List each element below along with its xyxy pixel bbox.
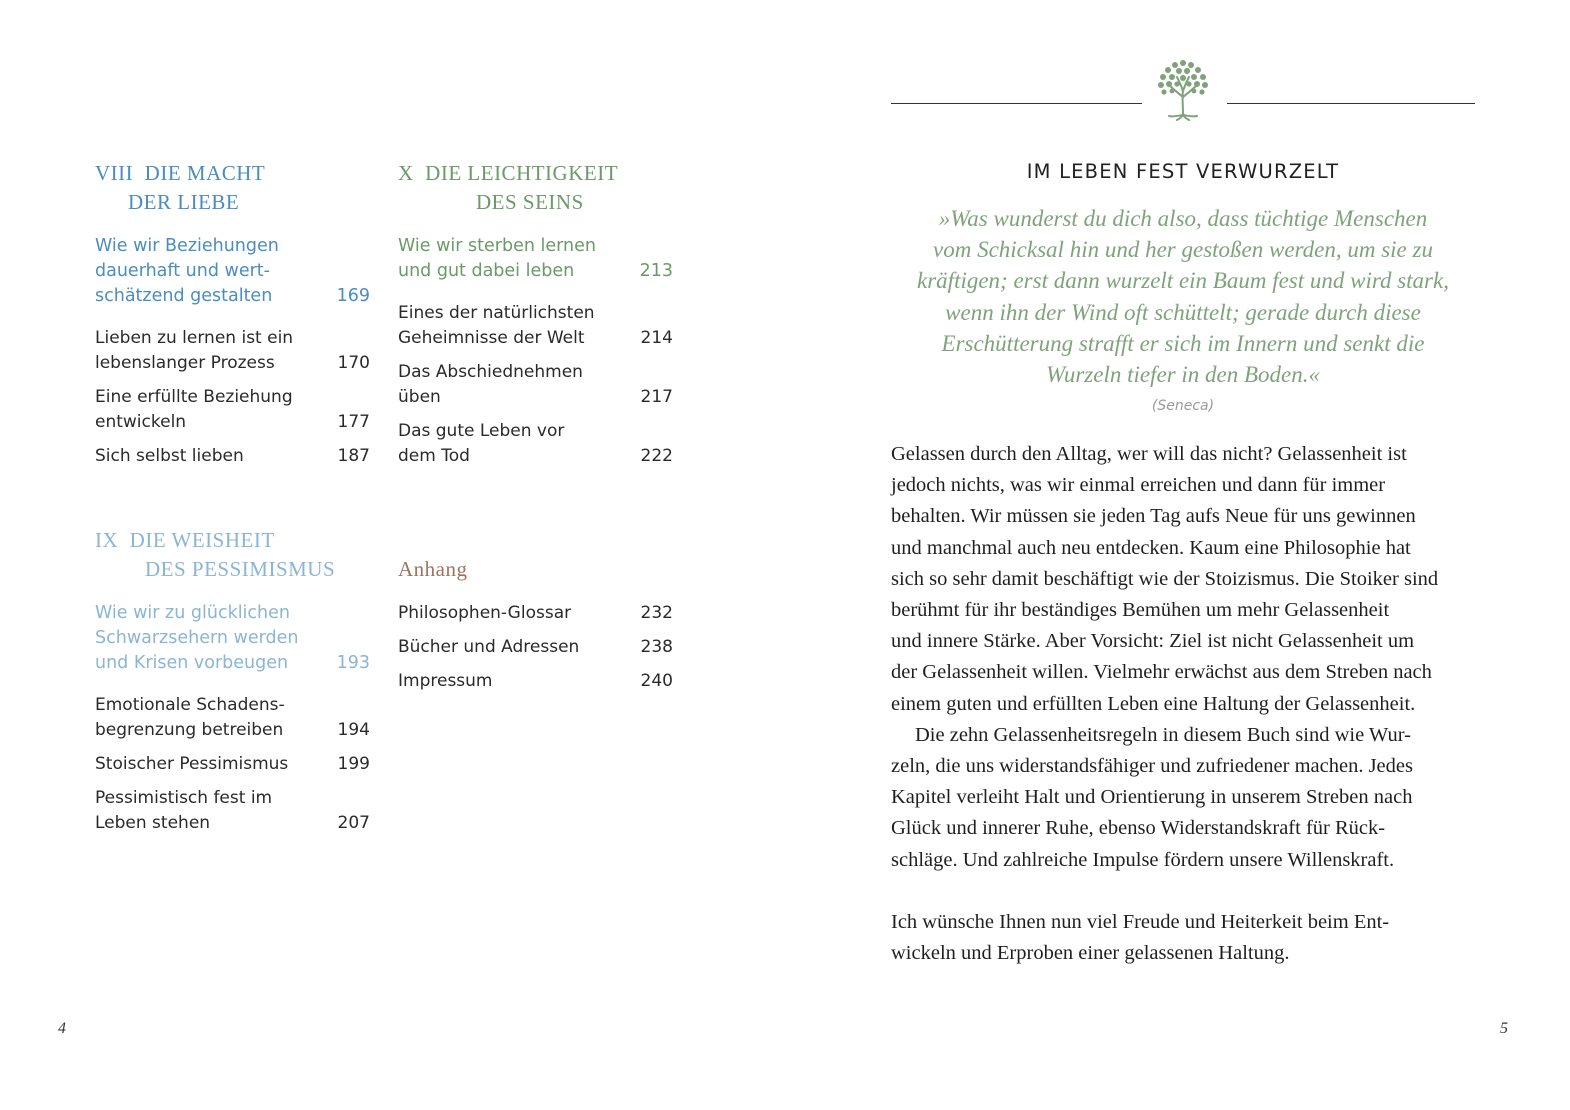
toc-entry[interactable] (95, 385, 370, 435)
body-line: behalten. Wir müssen sie jeden Tag aufs Neue für uns gewinnen (891, 505, 1416, 528)
toc-lead-entry[interactable] (398, 234, 673, 284)
body-line: Die zehn Gelassenheitsregeln in diesem Buch sind wie Wur- (915, 723, 1411, 746)
toc-entry-text: Das Abschiednehmen üben (398, 362, 583, 407)
toc-page-number: 232 (640, 603, 673, 623)
toc-entry-text: Emotionale Schadens-begrenzung betreiben (95, 695, 285, 740)
toc-lead-text: Wie wir Beziehungen dauerhaft und wert-schätzend gestalten (95, 236, 279, 306)
toc-page-number: 199 (337, 754, 370, 774)
toc-entry[interactable] (398, 419, 673, 469)
toc-page-number: 238 (640, 637, 673, 657)
toc-lead-text: Wie wir zu glücklichen Schwarzsehern werden und Krisen vorbeugen (95, 603, 299, 673)
toc-entry[interactable] (95, 326, 370, 376)
toc-entry[interactable] (398, 601, 673, 626)
quote-line: »Was wunderst du dich also, dass tüchtige Menschen (938, 206, 1428, 231)
quote-attribution: (Seneca) (1151, 398, 1215, 414)
quote-line: vom Schicksal hin und her gestoßen werden, um sie zu (933, 237, 1433, 263)
divider-right (1227, 103, 1475, 104)
chapter-title (398, 159, 673, 217)
toc-entry[interactable] (398, 301, 673, 351)
toc-page-number: 217 (640, 387, 673, 407)
toc-entry-text: Bücher und Adressen (398, 637, 580, 657)
body-line: Glück und innerer Ruhe, ebenso Widerstandskraft für Rück- (891, 817, 1386, 840)
divider-left (891, 103, 1142, 104)
toc-entry-text: Lieben zu lernen ist ein lebenslanger Prozess (95, 328, 294, 373)
toc-section-viii (95, 159, 370, 469)
chapter-numeral: VIII (95, 161, 134, 185)
toc-page-number: 177 (337, 412, 370, 432)
page-number-left: 4 (58, 1020, 66, 1037)
toc-page-number: 240 (640, 671, 673, 691)
body-line: einem guten und erfüllten Leben eine Haltung der Gelassenheit. (891, 692, 1416, 715)
body-line: zeln, die uns widerstandsfähiger und zufriedener machen. Jedes (891, 755, 1413, 778)
body-line: wickeln und Erproben einer gelassenen Haltung. (891, 942, 1290, 965)
toc-entry[interactable] (398, 669, 673, 694)
toc-page-number: 169 (336, 286, 370, 306)
toc-page-number: 187 (337, 446, 370, 466)
appendix-title: Anhang (398, 557, 468, 581)
toc-entry[interactable] (398, 360, 673, 410)
body-line: und manchmal auch neu entdecken. Kaum eine Philosophie hat (891, 536, 1411, 559)
body-line: berühmt für ihr beständiges Bemühen um mehr Gelassenheit (891, 599, 1390, 622)
chapter-title-line1: DIE LEICHTIGKEIT (425, 161, 619, 185)
body-line: der Gelassenheit willen. Vielmehr erwächst aus dem Streben nach (891, 661, 1432, 684)
chapter-numeral: IX (95, 528, 119, 552)
toc-entry-text: Eines der natürlichsten Geheimnisse der Welt (398, 303, 595, 348)
page-title: IM LEBEN FEST VERWURZELT (1026, 160, 1340, 183)
chapter-title-line1: DIE MACHT (144, 161, 266, 185)
toc-section-x (398, 159, 673, 469)
chapter-title (95, 159, 370, 217)
body-line: Ich wünsche Ihnen nun viel Freude und Heiterkeit beim Ent- (891, 911, 1390, 934)
body-line: jedoch nichts, was wir einmal erreichen und dann für immer (891, 474, 1386, 497)
toc-entry[interactable] (95, 786, 370, 836)
toc-lead-text: Wie wir sterben lernen und gut dabei leben (398, 236, 596, 281)
tree-icon (1153, 55, 1213, 121)
toc-entry[interactable] (398, 635, 673, 660)
quote-line: wenn ihn der Wind oft schüttelt; gerade durch diese (945, 299, 1421, 325)
body-line: sich so sehr damit beschäftigt wie der Stoizismus. Die Stoiker sind (891, 567, 1439, 590)
toc-lead-entry[interactable] (95, 234, 370, 309)
toc-appendix (398, 555, 673, 694)
paragraph-gap (891, 876, 1481, 907)
toc-entry-text: Philosophen-Glossar (398, 603, 572, 623)
chapter-title-line2: DES PESSIMISMUS (145, 557, 336, 581)
toc-entry[interactable] (95, 752, 370, 777)
body-line: Kapitel verleiht Halt und Orientierung in unserem Streben nach (891, 786, 1413, 809)
body-line: Gelassen durch den Alltag, wer will das nicht? Gelassenheit ist (891, 443, 1407, 465)
chapter-title-line2: DER LIEBE (128, 190, 240, 214)
toc-entry-text: Eine erfüllte Beziehung entwickeln (95, 387, 293, 432)
body-line: und innere Stärke. Aber Vorsicht: Ziel ist nicht Gelassenheit um (891, 630, 1415, 653)
toc-page-number: 170 (337, 353, 370, 373)
page-number-right: 5 (1500, 1020, 1508, 1037)
toc-page-number: 214 (640, 328, 673, 348)
body-text (891, 439, 1481, 969)
body-line: schläge. Und zahlreiche Impulse fördern unsere Willenskraft. (891, 848, 1395, 871)
chapter-title-line1: DIE WEISHEIT (129, 528, 275, 552)
toc-entry[interactable] (95, 693, 370, 743)
toc-lead-entry[interactable] (95, 601, 370, 676)
epigraph-quote (888, 203, 1478, 390)
toc-page-number: 194 (337, 720, 370, 740)
toc-page-number: 193 (336, 653, 370, 673)
toc-entry[interactable] (95, 444, 370, 469)
toc-entry-text: Das gute Leben vor dem Tod (398, 421, 565, 466)
toc-entry-text: Pessimistisch fest im Leben stehen (95, 788, 273, 833)
toc-entry-text: Stoischer Pessimismus (95, 754, 289, 774)
chapter-title (95, 526, 370, 584)
toc-page-number: 213 (639, 261, 673, 281)
toc-entry-text: Sich selbst lieben (95, 446, 244, 466)
quote-line: Wurzeln tiefer in den Boden.« (1045, 362, 1321, 388)
quote-line: kräftigen; erst dann wurzelt ein Baum fest und wird stark, (917, 268, 1449, 294)
quote-line: Erschütterung strafft er sich im Innern und senkt die (941, 330, 1425, 356)
toc-page-number: 222 (640, 446, 673, 466)
chapter-numeral: X (398, 161, 414, 185)
toc-page-number: 207 (337, 813, 370, 833)
chapter-title-line2: DES SEINS (476, 190, 584, 214)
toc-section-ix (95, 526, 370, 836)
toc-entry-text: Impressum (398, 671, 493, 691)
